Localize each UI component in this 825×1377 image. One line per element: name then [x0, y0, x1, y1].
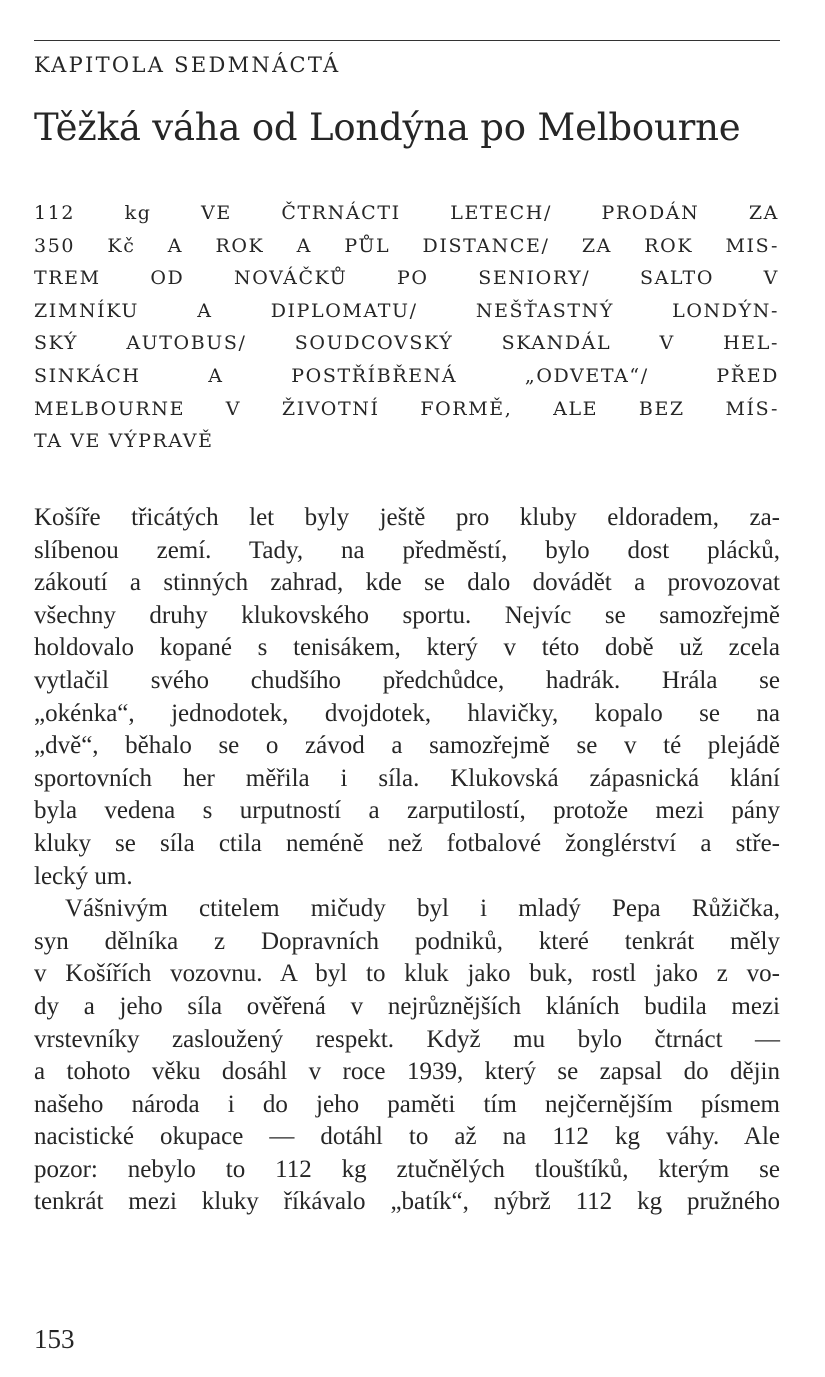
text-line: dy a jeho síla ověřená v nejrůznějších kláních budila mezi — [34, 992, 780, 1020]
text-line: sportovních her měřila i síla. Klukovská zápasnická klání — [34, 764, 780, 792]
text-line: Košíře třicátých let byly ještě pro kluby eldoradem, za- — [34, 504, 780, 531]
page-number: 153 — [34, 1324, 75, 1354]
top-rule — [34, 40, 780, 41]
text-line: pozor: nebylo to 112 kg ztučnělých tlouštíků, kterým se — [34, 1155, 780, 1183]
text-line: „okénka“, jednodotek, dvojdotek, hlavičky, kopalo se na — [34, 699, 780, 727]
text-line: a tohoto věku dosáhl v roce 1939, který se zapsal do dějin — [34, 1058, 780, 1086]
text-line: vrstevníky zasloužený respekt. Když mu bylo čtrnáct — — [34, 1025, 780, 1053]
text-line: všechny druhy klukovského sportu. Nejvíc se samozřejmě — [34, 601, 780, 629]
text-line: kluky se síla ctila neméně než fotbalové žonglérství a stře- — [34, 829, 780, 857]
paragraph-1 — [34, 502, 780, 893]
text-line: slíbenou zemí. Tady, na předměstí, bylo dost plácků, — [34, 536, 780, 564]
synopsis-line: ZIMNÍKU A DIPLOMATU/ NEŠŤASTNÝ LONDÝN- — [34, 299, 779, 322]
synopsis-line: TA VE VÝPRAVĚ — [34, 430, 214, 453]
synopsis-line: SINKÁCH A POSTŘÍBŘENÁ „ODVETA“/ PŘED — [34, 364, 779, 387]
paragraph-2 — [34, 893, 780, 1219]
text-line: v Košířích vozovnu. A byl to kluk jako buk, rostl jako z vo- — [34, 960, 780, 988]
chapter-label: KAPITOLA SEDMNÁCTÁ — [34, 53, 341, 77]
text-line: holdovalo kopané s tenisákem, který v této době už zcela — [34, 634, 780, 662]
text-line: „dvě“, běhalo se o závod a samozřejmě se v té plejádě — [34, 732, 780, 760]
text-line: zákoutí a stinných zahrad, kde se dalo dovádět a provozovat — [34, 569, 780, 597]
text-line: syn dělníka z Dopravních podniků, které tenkrát měly — [34, 927, 780, 955]
chapter-title: Těžká váha od Londýna po Melbourne — [34, 106, 741, 149]
synopsis-line: SKÝ AUTOBUS/ SOUDCOVSKÝ SKANDÁL V HEL- — [34, 332, 779, 355]
synopsis-line: 112 kg VE ČTRNÁCTI LETECH/ PRODÁN ZA — [34, 202, 779, 224]
body-text — [34, 502, 780, 1219]
synopsis-line: MELBOURNE V ŽIVOTNÍ FORMĚ, ALE BEZ MÍS- — [34, 397, 779, 420]
text-line: nacistické okupace — dotáhl to až na 112 kg váhy. Ale — [34, 1123, 780, 1151]
synopsis-line: 350 Kč A ROK A PŮL DISTANCE/ ZA ROK MIS- — [34, 234, 779, 257]
text-line: našeho národa i do jeho paměti tím nejčernějším písmem — [34, 1090, 780, 1118]
synopsis-line: TREM OD NOVÁČKŮ PO SENIORY/ SALTO V — [34, 267, 779, 290]
text-line: tenkrát mezi kluky říkávalo „batík“, nýbrž 112 kg pružného — [34, 1188, 780, 1216]
text-line: Vášnivým ctitelem mičudy byl i mladý Pepa Růžička, — [65, 895, 780, 923]
chapter-synopsis — [34, 197, 779, 458]
text-line: lecký um. — [34, 862, 133, 890]
text-line: byla vedena s urputností a zarputilostí, protože mezi pány — [34, 797, 780, 825]
text-line: vytlačil svého chudšího předchůdce, hadrák. Hrála se — [34, 666, 780, 694]
